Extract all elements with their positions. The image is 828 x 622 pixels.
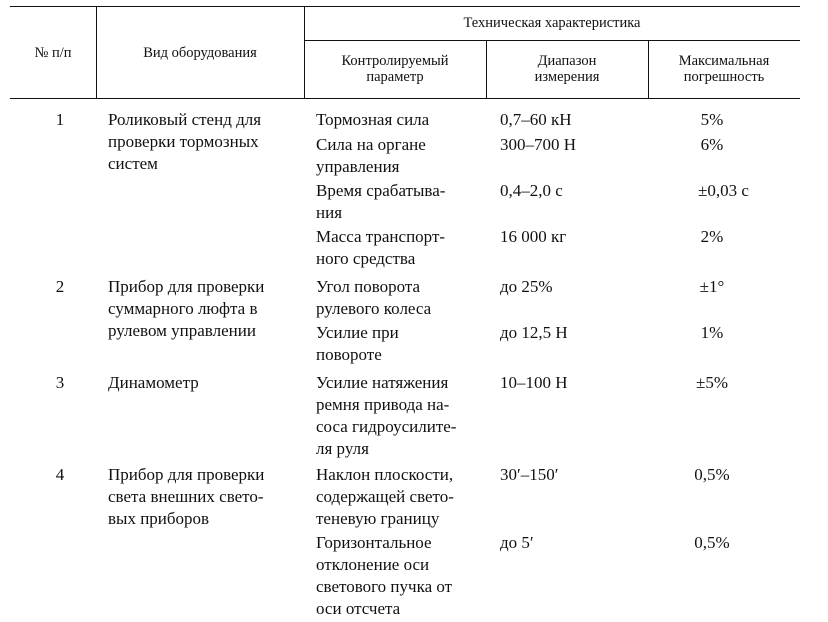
row-1b-range: 300–700 Н [500, 135, 577, 154]
param-line: Масса транспорт- [316, 227, 446, 246]
row-1-equipment-line: Роликовый стенд для [108, 110, 262, 129]
row-3-equipment [108, 372, 199, 394]
row-4a-range: 30′–150′ [500, 465, 559, 484]
header-error-line1: Максимальная [678, 53, 770, 69]
param-line: Усилие при [316, 323, 399, 342]
param-line: Усилие натяжения [316, 373, 449, 392]
header-range-line1: Диапазон [537, 53, 597, 69]
header-param-line2: параметр [366, 69, 424, 85]
row-2-equipment-line: суммарного люфта в [108, 299, 258, 318]
param-line: Сила на органе [316, 135, 426, 154]
param-line: отклонение оси [316, 555, 430, 574]
header-param [304, 53, 486, 85]
row-2a-range: до 25% [500, 277, 553, 296]
param-line: светового пучка от [316, 577, 453, 596]
row-2-num: 2 [55, 277, 65, 296]
param-line: Тормозная сила [316, 110, 430, 129]
param-line: рулевого колеса [316, 299, 432, 318]
row-1a-param [316, 109, 429, 131]
row-1d-error: 2% [700, 227, 724, 246]
row-3-range: 10–100 Н [500, 373, 568, 392]
header-param-line1: Контролируемый [341, 53, 449, 69]
header-bottom-rule [10, 98, 800, 99]
row-1b-error: 6% [700, 135, 724, 154]
param-line: Время срабатыва- [316, 181, 446, 200]
row-2b-range: до 12,5 Н [500, 323, 568, 342]
row-1a-range: 0,7–60 кН [500, 110, 572, 129]
row-4-equipment-line: Прибор для проверки [108, 465, 265, 484]
row-4b-error: 0,5% [694, 533, 730, 552]
header-equipment: Вид оборудования [143, 45, 257, 61]
row-4b-range: до 5′ [500, 533, 534, 552]
row-1b-param [316, 134, 426, 178]
param-line: теневую границу [316, 509, 440, 528]
row-4-equipment-line: света внешних свето- [108, 487, 264, 506]
header-num: № п/п [34, 45, 72, 61]
row-1c-error: ±0,03 с [698, 181, 749, 200]
header-range-line2: измерения [534, 69, 600, 85]
row-3-equipment-line: Динамометр [108, 373, 199, 392]
row-2a-param [316, 276, 431, 320]
row-2-equipment-line: Прибор для проверки [108, 277, 265, 296]
param-line: Наклон плоскости, [316, 465, 454, 484]
row-2b-param [316, 322, 399, 366]
row-4a-param [316, 464, 454, 530]
param-line: соса гидроусилите- [316, 417, 457, 436]
row-4-equipment-line: вых приборов [108, 509, 210, 528]
row-1d-param [316, 226, 445, 270]
row-2-equipment-line: рулевом управлении [108, 321, 256, 340]
row-1-num: 1 [55, 110, 65, 129]
header-error [648, 53, 800, 85]
row-4b-param [316, 532, 452, 620]
param-line: оси отсчета [316, 599, 401, 618]
param-line: ния [316, 203, 343, 222]
param-line: управления [316, 157, 400, 176]
param-line: ного средства [316, 249, 416, 268]
row-1d-range: 16 000 кг [500, 227, 567, 246]
row-3-param [316, 372, 456, 460]
row-1-equipment [108, 109, 261, 175]
header-range [486, 53, 648, 85]
row-2a-error: ±1° [699, 277, 725, 296]
row-3-num: 3 [55, 373, 65, 392]
row-1-equipment-line: систем [108, 154, 158, 173]
row-1c-param [316, 180, 445, 224]
row-4-equipment [108, 464, 264, 530]
header-error-line2: погрешность [683, 69, 765, 85]
row-3-error: ±5% [696, 373, 728, 392]
param-line: ремня привода на- [316, 395, 450, 414]
header-tech-group: Техническая характеристика [463, 15, 641, 31]
param-line: содержащей свето- [316, 487, 454, 506]
param-line: Угол поворота [316, 277, 421, 296]
row-2-equipment [108, 276, 264, 342]
param-line: Горизонтальное [316, 533, 432, 552]
row-4-num: 4 [55, 465, 65, 484]
row-2b-error: 1% [700, 323, 724, 342]
row-1a-error: 5% [700, 110, 724, 129]
row-1c-range: 0,4–2,0 с [500, 181, 563, 200]
table-top-rule [10, 6, 800, 7]
tech-group-rule [304, 40, 800, 41]
row-4a-error: 0,5% [694, 465, 730, 484]
param-line: повороте [316, 345, 382, 364]
param-line: ля руля [316, 439, 369, 458]
row-1-equipment-line: проверки тормозных [108, 132, 259, 151]
